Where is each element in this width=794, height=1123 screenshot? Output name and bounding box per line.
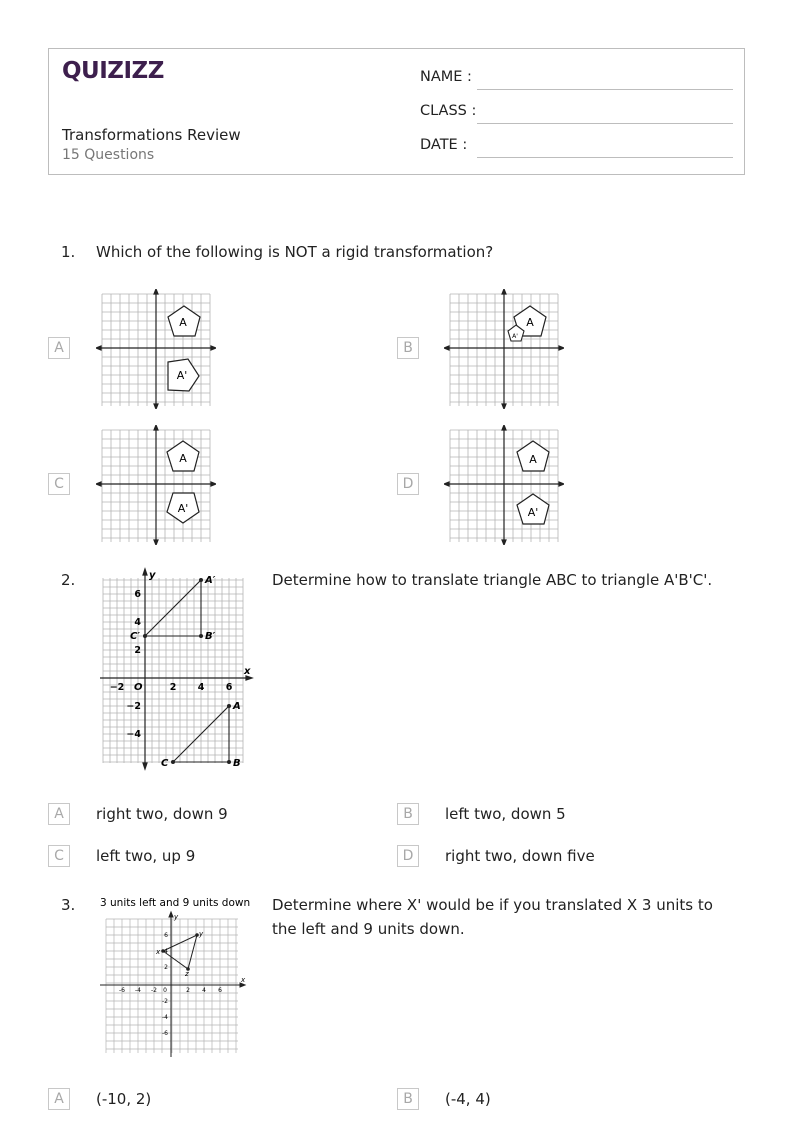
q2-option-b-box[interactable]: B [397,803,419,825]
date-label: DATE : [420,137,468,153]
question-2-number: 2. [61,571,76,589]
q3-y-tick: 2 [164,964,168,971]
class-field[interactable] [477,123,733,124]
q2-option-c-box[interactable]: C [48,845,70,867]
class-label: CLASS : [420,103,477,119]
q1b-shape-label: A [526,316,534,329]
q1-option-b-box[interactable]: B [397,337,419,359]
q2-option-d-box[interactable]: D [397,845,419,867]
q1-option-d-box[interactable]: D [397,473,419,495]
q3-option-b-box[interactable]: B [397,1088,419,1110]
q3-x-tick: -2 [151,987,157,994]
q2-coordinate-graph [94,566,260,772]
q1c-shape-label: A [179,452,187,465]
q3-option-b-text[interactable]: (-4, 4) [445,1090,491,1108]
q1-option-c-box[interactable]: C [48,473,70,495]
q3-y-tick: 6 [164,932,168,939]
q3-x-tick: -4 [135,987,141,994]
q2-point-b-prime: B′ [205,631,216,642]
question-1-text: Which of the following is NOT a rigid transformation? [96,243,494,261]
q3-coordinate-graph [96,893,256,1065]
q2-option-c-text[interactable]: left two, up 9 [96,847,196,865]
q2-y-tick: −2 [126,701,141,712]
q2-point-a-prime: A′ [205,575,216,586]
q1-option-d-graph [444,425,564,545]
q2-point-a: A [233,701,241,712]
q2-y-axis-label: y [149,570,156,581]
question-3-number: 3. [61,896,76,914]
q2-option-d-text[interactable]: right two, down five [445,847,595,865]
q3-y-tick: -2 [162,998,168,1005]
q1c-image-label: A' [177,502,189,515]
q2-origin-label: O [134,682,143,693]
q1-option-c-graph [96,425,216,545]
q2-y-tick: 4 [134,617,141,628]
q1a-shape-label: A [179,316,187,329]
q3-point-x: x [156,948,161,956]
q2-option-b-text[interactable]: left two, down 5 [445,805,566,823]
q3-point-y: y [199,930,204,938]
q1-option-a-box[interactable]: A [48,337,70,359]
name-field[interactable] [477,89,733,90]
q2-x-tick: 4 [197,682,205,693]
q1-option-a-graph [96,289,216,409]
question-1-number: 1. [61,243,76,261]
q1a-image-label: A' [176,369,188,382]
q2-x-tick: −2 [109,682,125,693]
q2-point-c: C [161,758,169,769]
q3-option-a-text[interactable]: (-10, 2) [96,1090,152,1108]
q1d-shape-label: A [529,453,537,466]
q2-x-axis-label: x [244,666,251,677]
q3-x-tick: -6 [119,987,125,994]
question-2-text: Determine how to translate triangle ABC to triangle A'B'C'. [272,571,713,589]
q2-option-a-box[interactable]: A [48,803,70,825]
q3-option-a-box[interactable]: A [48,1088,70,1110]
q1d-image-label: A' [527,506,539,519]
q2-y-tick: 6 [134,589,141,600]
q3-x-tick: 2 [186,987,190,994]
q2-y-tick: −4 [126,729,141,740]
q3-x-tick: 4 [202,987,206,994]
q3-y-tick: -4 [162,1014,168,1021]
q3-y-tick: -6 [162,1030,168,1037]
q2-point-c-prime: C′ [130,631,140,642]
question-3-text: Determine where X' would be if you translated X 3 units to the left and 9 units down. [272,896,713,938]
q3-point-z: z [185,970,189,978]
q1-option-b-graph [444,289,564,409]
q1b-image-label: A' [512,333,518,340]
q3-x-axis-label: x [241,976,246,984]
q2-y-tick: 2 [134,645,141,656]
q3-origin-label: 0 [163,987,167,994]
question-count: 15 Questions [62,147,155,163]
q2-x-tick: 2 [169,682,177,693]
q2-option-a-text[interactable]: right two, down 9 [96,805,228,823]
q3-y-tick: 4 [164,948,168,955]
q2-x-tick: 6 [225,682,233,693]
q3-x-tick: 6 [218,987,222,994]
date-field[interactable] [477,157,733,158]
q3-figure-caption: 3 units left and 9 units down [100,897,251,909]
q2-point-b: B [233,758,241,769]
worksheet-title: Transformations Review [62,126,241,144]
quizizz-logo: QUIZIZZ [62,58,164,84]
name-label: NAME : [420,69,472,85]
q3-y-axis-label: y [174,913,179,921]
